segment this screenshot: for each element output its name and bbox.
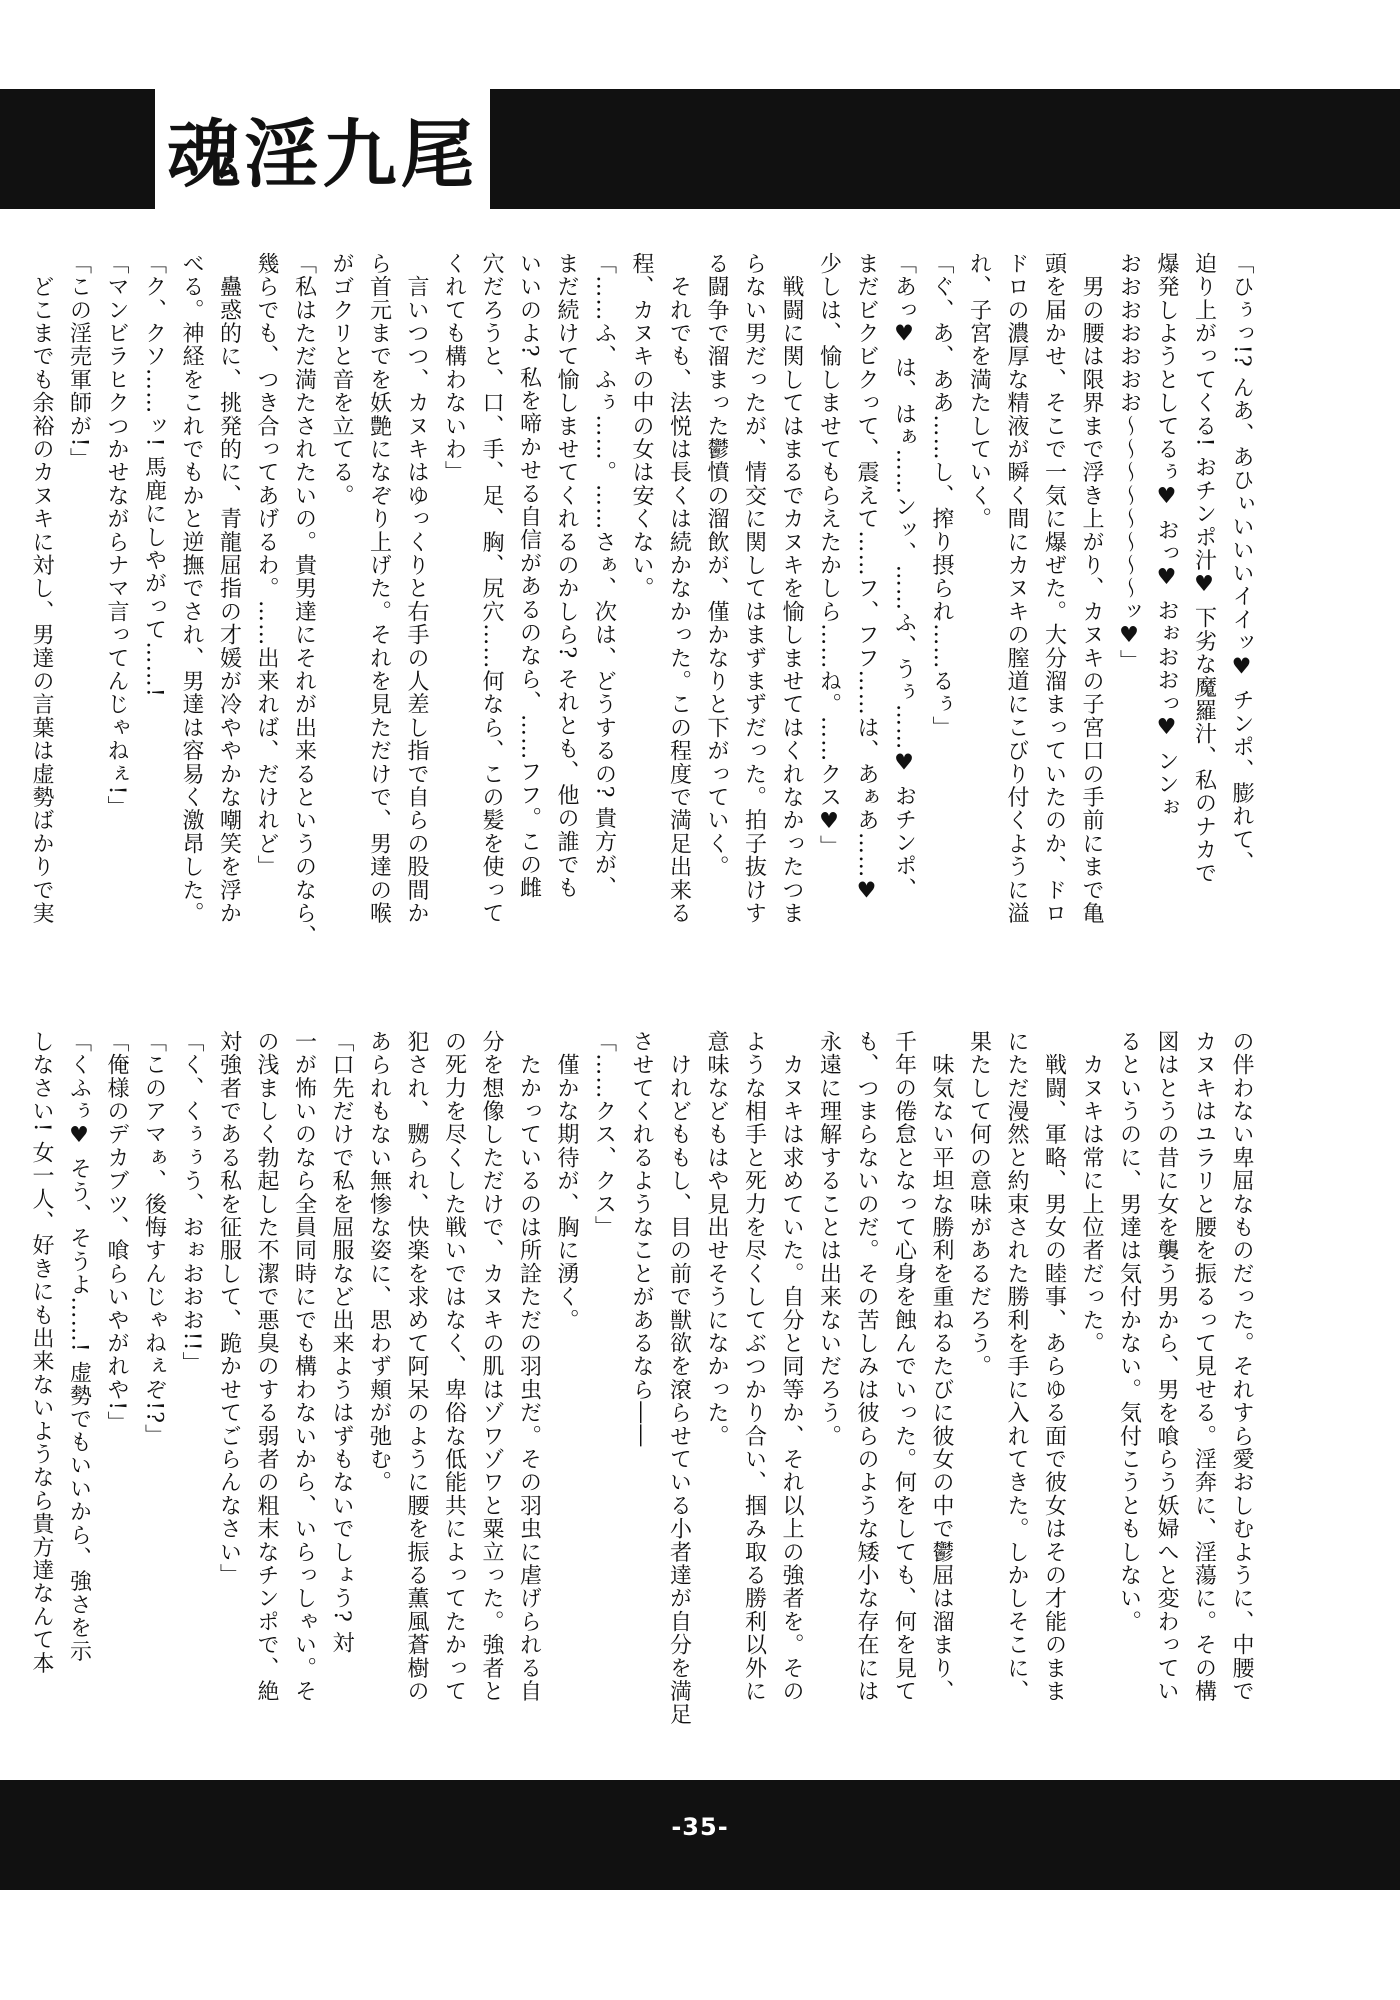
text-line: 千年の倦怠となって心身を蝕んでいった。何をしても、何を見て — [891, 1030, 917, 1703]
text-line: らない男だったが、情交に関してはまずまずだった。拍子抜けす — [741, 252, 767, 925]
text-line: 図はとうの昔に女を襲う男から、男を喰らう妖婦へと変わってい — [1154, 1030, 1179, 1703]
text-line: にただ漫然と約束された勝利を手に入れてきた。しかしそこに、 — [1004, 1030, 1029, 1703]
text-line: ドロの濃厚な精液が瞬く間にカヌキの膣道にこびり付くように溢 — [1004, 252, 1029, 925]
text-line: させてくれるようなことがあるなら―― — [629, 1030, 654, 1448]
text-line: がゴクリと音を立てる。 — [329, 252, 354, 508]
text-line: 蠱惑的に、挑発的に、青龍屈指の才媛が冷ややかな嘲笑を浮か — [216, 252, 242, 925]
text-line: カヌキはユラリと腰を振るって見せる。淫奔に、淫蕩に。その構 — [1191, 1030, 1217, 1703]
text-block-top — [29, 252, 1260, 972]
page-number: -35- — [671, 1813, 729, 1841]
text-line: も、つまらないのだ。その苦しみは彼らのような矮小な存在には — [854, 1030, 879, 1703]
text-line: る闘争で溜まった鬱憤の溜飲が、僅かなりと下がっていく。 — [704, 252, 729, 879]
text-line: 「ぐ、あ、ああ……し、搾り摂られ……るぅ」 — [929, 252, 954, 740]
text-line: 少しは、愉しませてもらえたかしら……ね。……クス♥」 — [816, 252, 842, 859]
text-line: 「マンビラヒクつかせながらナマ言ってんじゃねぇ!」 — [104, 252, 129, 819]
text-line: カヌキは求めていた。自分と同等か、それ以上の強者を。その — [779, 1030, 804, 1703]
text-line: 「ク、クソ……ッ! 馬鹿にしやがって……! — [141, 252, 167, 698]
text-line: 味気ない平坦な勝利を重ねるたびに彼女の中で鬱屈は溜まり、 — [929, 1030, 954, 1703]
text-line: カヌキは常に上位者だった。 — [1079, 1030, 1104, 1355]
text-line: まだビクビクって、震えて……フ、フフ……は、あぁあ……♥ — [854, 252, 879, 905]
text-line: あられもない無惨な姿に、思わず頬が弛む。 — [366, 1030, 392, 1494]
text-line: ような相手と死力を尽くしてぶつかり合い、掴み取る勝利以外に — [741, 1030, 767, 1703]
text-line: 「この淫売軍師が!」 — [66, 252, 92, 471]
text-line: れ、子宮を満たしていく。 — [966, 252, 992, 531]
page-title: 魂淫九尾 — [166, 112, 479, 198]
text-line: 「俺様のデカブツ、喰らいやがれや!」 — [104, 1030, 129, 1435]
text-line: 男の腰は限界まで浮き上がり、カヌキの子宮口の手前にまで亀 — [1079, 252, 1104, 925]
text-line: の死力を尽くした戦いではなく、卑俗な低能共によってたかって — [441, 1030, 467, 1703]
text-line: べる。神経をこれでもかと逆撫でされ、男達は容易く激昂した。 — [179, 252, 204, 925]
text-line: 爆発しようとしてるぅ♥ おっ♥ おぉおおっ♥ ンンぉ — [1154, 252, 1179, 820]
text-line: たかっているのは所詮ただの羽虫だ。その羽虫に虐げられる自 — [516, 1030, 542, 1703]
text-line: 「……クス、クス」 — [591, 1030, 617, 1239]
text-line: 言いつつ、カヌキはゆっくりと右手の人差し指で自らの股間か — [404, 252, 429, 925]
title-box — [155, 89, 490, 209]
text-line: 迫り上がってくる! おチンポ汁♥ 下劣な魔羅汁、私のナカで — [1191, 252, 1217, 885]
text-line: の浅ましく勃起した不潔で悪臭のする弱者の粗末なチンポで、絶 — [254, 1030, 279, 1703]
text-line: 永遠に理解することは出来ないだろう。 — [816, 1030, 842, 1448]
text-line: 戦闘に関してはまるでカヌキを愉しませてはくれなかったつま — [779, 252, 804, 925]
text-line: 幾らでも、つき合ってあげるわ。……出来れば、だけれど」 — [254, 252, 279, 879]
text-line: しなさい! 女一人、好きにも出来ないようなら貴方達なんて本 — [29, 1030, 54, 1675]
text-line: 穴だろうと、口、手、足、胸、尻穴……何なら、この髪を使って — [479, 252, 504, 925]
text-line: くれても構わないわ」 — [441, 252, 467, 484]
text-line: ら首元までを妖艶になぞり上げた。それを見ただけで、男達の喉 — [366, 252, 392, 925]
text-line: 一が怖いのなら全員同時にでも構わないから、いらっしゃい。そ — [291, 1030, 317, 1703]
text-block-bottom — [29, 1030, 1260, 1730]
text-line: 犯され、嬲られ、快楽を求めて阿呆のように腰を振る薫風蒼樹の — [404, 1030, 429, 1703]
text-line: 「ひぅっ!? んあ、あひぃいいいイイッ♥ チンポ、膨れて、 — [1229, 252, 1254, 875]
text-line: 戦闘、軍略、男女の睦事、あらゆる面で彼女はその才能のまま — [1041, 1030, 1067, 1703]
text-line: の伴わない卑屈なものだった。それすら愛おしむように、中腰で — [1229, 1030, 1254, 1703]
text-line: 「あっ♥ は、はぁ……ンッ、……ふ、うぅ……♥ おチンポ、 — [891, 252, 917, 901]
text-line: 対強者である私を征服して、跪かせてごらんなさい」 — [216, 1030, 242, 1587]
text-line: それでも、法悦は長くは続かなかった。この程度で満足出来る — [666, 252, 692, 925]
text-line: 果たして何の意味があるだろう。 — [966, 1030, 992, 1378]
text-line: るというのに、男達は気付かない。気付こうともしない。 — [1116, 1030, 1142, 1634]
text-line: いいのよ? 私を啼かせる自信があるのなら、……フフ。この雌 — [516, 252, 542, 900]
text-line: 「く、くぅぅう、おぉおおお!!」 — [179, 1030, 204, 1375]
text-line: おおおおおおお〜〜〜〜〜〜〜〜ッ♥」 — [1116, 252, 1142, 673]
text-line: 僅かな期待が、胸に湧く。 — [554, 1030, 579, 1332]
text-line: 「……ふ、ふぅ……。……さぁ、次は、どうするの? 貴方が、 — [591, 252, 617, 900]
text-line: 頭を届かせ、そこで一気に爆ぜた。大分溜まっていたのか、ドロ — [1041, 252, 1067, 925]
text-line: 意味などもはや見出せそうになかった。 — [704, 1030, 729, 1448]
text-line: 程、カヌキの中の女は安くない。 — [629, 252, 654, 600]
text-line: 「くふぅ♥ そう、そうよ……! 虚勢でもいいから、強さを示 — [66, 1030, 92, 1663]
text-line: どこまでも余裕のカヌキに対し、男達の言葉は虚勢ばかりで実 — [29, 252, 54, 925]
text-line: 分を想像しただけで、カヌキの肌はゾワゾワと粟立った。強者と — [479, 1030, 504, 1703]
text-line: けれどももし、目の前で獣欲を滾らせている小者達が自分を満足 — [666, 1030, 692, 1726]
text-line: 「私はただ満たされたいの。貴男達にそれが出来るというのなら、 — [291, 252, 317, 948]
text-line: 「このアマぁ、後悔すんじゃねぇぞ!?」 — [141, 1030, 167, 1448]
text-line: 「口先だけで私を屈服など出来ようはずもないでしょう? 対 — [329, 1030, 354, 1655]
text-line: まだ続けて愉しませてくれるのかしら? それとも、他の誰でも — [554, 252, 579, 900]
